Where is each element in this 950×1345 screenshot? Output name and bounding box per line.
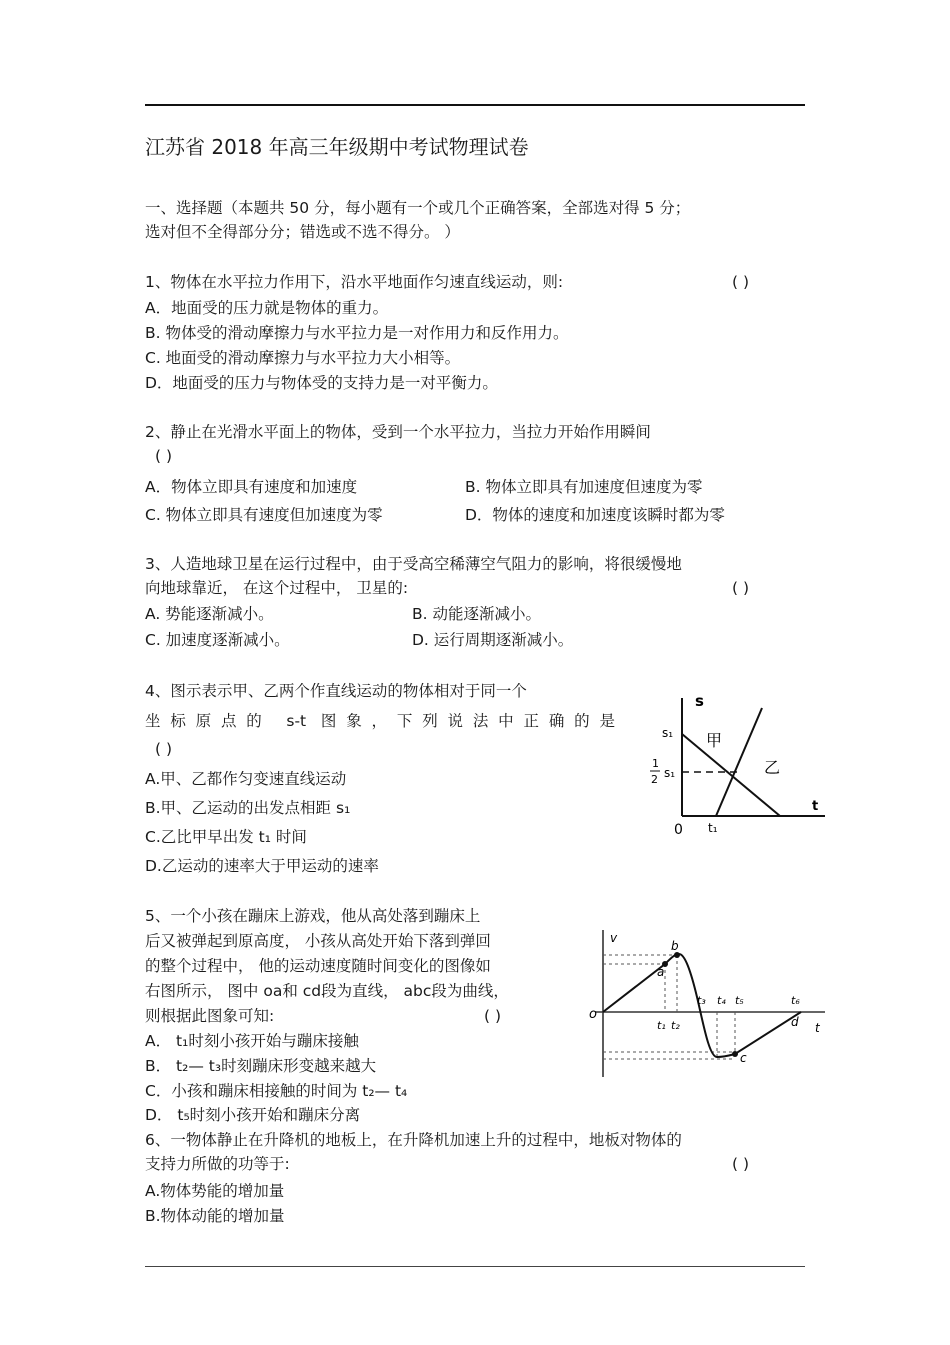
q4-label-jia: 甲 xyxy=(706,731,723,750)
q5-option-c: C．小孩和蹦床相接触的时间为 t₂— t₄ xyxy=(145,1082,408,1100)
q5-answer-bracket: ( ) xyxy=(484,1007,502,1025)
q4-label-s1: s₁ xyxy=(662,726,674,740)
q4-label-half-s1: s₁ xyxy=(664,766,676,780)
q4-st-graph xyxy=(640,688,840,840)
page-title: 江苏省 2018 年高三年级期中考试物理试卷 xyxy=(145,135,529,159)
q6-option-b: B.物体动能的增加量 xyxy=(145,1207,285,1225)
q3-option-c: C. 加速度逐渐减小。 xyxy=(145,631,290,649)
q5-label-t2: t₂ xyxy=(671,1019,680,1032)
q3-stem-line1: 3、人造地球卫星在运行过程中，由于受高空稀薄空气阻力的影响，将很缓慢地 xyxy=(145,555,682,573)
q2-option-b: B. 物体立即具有加速度但速度为零 xyxy=(465,478,703,496)
q5-stem-line4: 右图所示， 图中 oa和 cd段为直线， abc段为曲线， xyxy=(145,982,509,1000)
q5-stem-line3: 的整个过程中， 他的运动速度随时间变化的图像如 xyxy=(145,957,491,975)
q4-half-denominator: 2 xyxy=(651,773,658,786)
q4-label-yi: 乙 xyxy=(764,758,781,777)
q3-option-d: D. 运行周期逐渐减小。 xyxy=(412,631,574,649)
q1-option-a: A．地面受的压力就是物体的重力。 xyxy=(145,299,389,317)
q1-answer-bracket: ( ) xyxy=(732,273,750,291)
q2-answer-bracket: ( ) xyxy=(155,447,173,465)
q5-label-t6: t₆ xyxy=(791,994,800,1007)
q6-stem-line2: 支持力所做的功等于: xyxy=(145,1155,290,1173)
q4-half-numerator: 1 xyxy=(652,757,659,770)
q5-stem-line5: 则根据此图象可知: xyxy=(145,1007,275,1025)
q6-stem-line1: 6、一物体静止在升降机的地板上，在升降机加速上升的过程中，地板对物体的 xyxy=(145,1131,682,1149)
q5-stem-line1: 5、一个小孩在蹦床上游戏，他从高处落到蹦床上 xyxy=(145,907,481,925)
q4-option-c: C.乙比甲早出发 t₁ 时间 xyxy=(145,828,307,846)
q1-option-c: C. 地面受的滑动摩擦力与水平拉力大小相等。 xyxy=(145,349,461,367)
q6-option-a: A.物体势能的增加量 xyxy=(145,1182,285,1200)
q3-answer-bracket: ( ) xyxy=(732,579,750,597)
q1-option-d: D．地面受的压力与物体受的支持力是一对平衡力。 xyxy=(145,374,498,392)
q2-stem: 2、静止在光滑水平面上的物体，受到一个水平拉力，当拉力开始作用瞬间 xyxy=(145,423,651,441)
q5-point-c xyxy=(732,1051,738,1057)
q4-line-yi xyxy=(716,708,762,816)
q4-answer-bracket: ( ) xyxy=(155,740,173,758)
q4-option-a: A.甲、乙都作匀变速直线运动 xyxy=(145,770,347,788)
q4-stem-line2: 坐标原点的 s-t 图象，下列说法中正确的是 xyxy=(145,712,615,730)
q2-option-d: D．物体的速度和加速度该瞬时都为零 xyxy=(465,506,725,524)
q5-vt-graph xyxy=(585,922,835,1082)
q5-option-b: B． t₂— t₃时刻蹦床形变越来越大 xyxy=(145,1057,377,1075)
q4-axis-label-t: t xyxy=(812,799,819,814)
q3-option-b: B. 动能逐渐减小。 xyxy=(412,605,541,623)
top-rule xyxy=(145,104,805,106)
q5-label-a: a xyxy=(657,965,665,979)
q5-label-t1: t₁ xyxy=(657,1019,666,1032)
q4-option-b: B.甲、乙运动的出发点相距 s₁ xyxy=(145,799,351,817)
q2-option-c: C. 物体立即具有速度但加速度为零 xyxy=(145,506,383,524)
q4-origin-label: 0 xyxy=(674,822,683,838)
q5-stem-line2: 后又被弹起到原高度， 小孩从高处开始下落到弹回 xyxy=(145,932,491,950)
q5-label-t3: t₃ xyxy=(697,994,706,1007)
q1-stem: 1、物体在水平拉力作用下，沿水平地面作匀速直线运动，则: xyxy=(145,273,564,291)
q5-axis-label-t: t xyxy=(815,1021,820,1035)
q5-label-o: o xyxy=(589,1007,597,1022)
section-instructions-line2: 选对但不全得部分分；错选或不选不得分。 ） xyxy=(145,223,460,241)
q3-option-a: A. 势能逐渐减小。 xyxy=(145,605,274,623)
q5-option-a: A． t₁时刻小孩开始与蹦床接触 xyxy=(145,1032,359,1050)
q5-label-c: c xyxy=(740,1051,747,1065)
q4-axis-label-s: s xyxy=(695,692,704,710)
q4-label-t1: t₁ xyxy=(708,821,718,835)
q5-label-d: d xyxy=(791,1015,799,1029)
q1-option-b: B. 物体受的滑动摩擦力与水平拉力是一对作用力和反作用力。 xyxy=(145,324,569,342)
q2-option-a: A．物体立即具有速度和加速度 xyxy=(145,478,358,496)
q5-label-t5: t₅ xyxy=(735,994,744,1007)
q5-label-b: b xyxy=(671,939,679,953)
q5-option-d: D． t₅时刻小孩开始和蹦床分离 xyxy=(145,1106,361,1124)
q5-axis-label-v: v xyxy=(610,931,618,945)
q3-stem-line2: 向地球靠近， 在这个过程中， 卫星的: xyxy=(145,579,409,597)
q6-answer-bracket: ( ) xyxy=(732,1155,750,1173)
q5-label-t4: t₄ xyxy=(717,994,726,1007)
section-instructions-line1: 一、选择题（本题共 50 分，每小题有一个或几个正确答案，全部选对得 5 分； xyxy=(145,199,691,217)
bottom-rule xyxy=(145,1266,805,1267)
q4-stem-line1: 4、图示表示甲、乙两个作直线运动的物体相对于同一个 xyxy=(145,682,527,700)
q4-option-d: D.乙运动的速率大于甲运动的速率 xyxy=(145,857,379,875)
